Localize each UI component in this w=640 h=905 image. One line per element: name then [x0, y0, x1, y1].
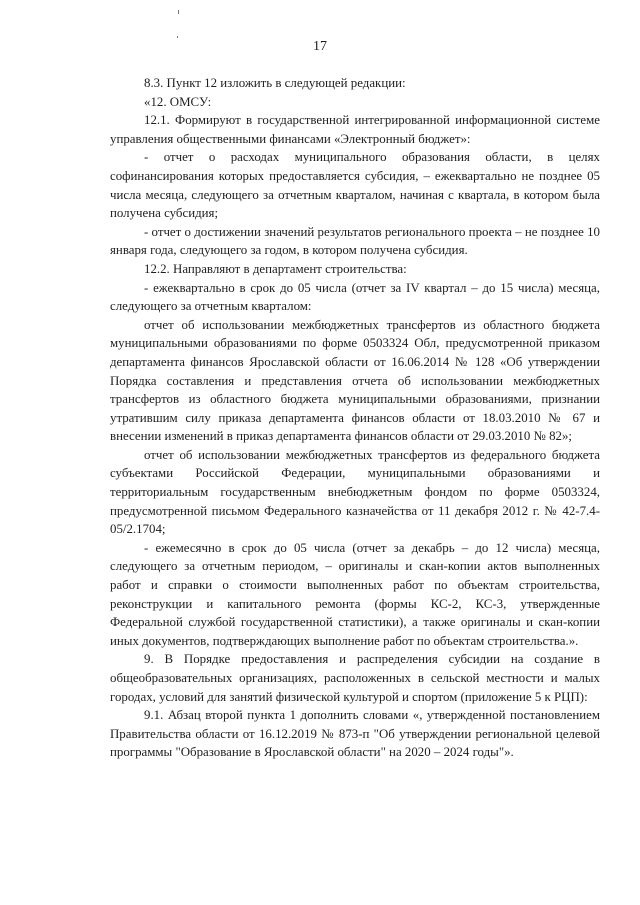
paragraph: отчет об использовании межбюджетных трансфертов из федерального бюджета субъектами Российской Федерации, муниципальными образованиями и территориальным государственным внебюджетным фондом по форме 0503324, предусмотренной письмом Федерального казначейства от 11 декабря 2012 г. № 42-7.4-05/2.1704; [110, 447, 600, 537]
paragraph: - ежеквартально в срок до 05 числа (отчет за IV квартал – до 15 числа) месяца, следующего за отчетным кварталом: [110, 280, 600, 314]
paragraph: - отчет о достижении значений результатов регионального проекта – не позднее 10 января года, следующего за годом, в котором получена субсидия. [110, 224, 600, 258]
paragraph: - ежемесячно в срок до 05 числа (отчет за декабрь – до 12 числа) месяца, следующего за отчетным периодом, – оригиналы и скан-копии актов выполненных работ и справки о стоимости выполненных работ по объектам строительства, реконструкции и капитального ремонта (формы КС-2, КС-3, утвержденные Федеральной службой государственной статистики), а также оригиналы и скан-копии иных документов, подтверждающих выполнение работ по объектам строительства.». [110, 540, 600, 648]
scan-mark [178, 10, 179, 14]
paragraph: отчет об использовании межбюджетных трансфертов из областного бюджета муниципальными образованиями по форме 0503324 Обл, предусмотренной приказом департамента финансов Ярославской области от 16.06.2014 № 128 «Об утверждении Порядка составления и представления отчета об использовании межбюджетных трансфертов из областного бюджета муниципальными образованиями, признании утратившим силу приказа департамента финансов области от 18.03.2010 № 67 и внесении изменений в приказ департамента финансов области от 29.03.2010 № 82»; [110, 317, 600, 444]
paragraph: 9.1. Абзац второй пункта 1 дополнить словами «, утвержденной постановлением Правительства области от 16.12.2019 № 873-п "Об утверждении региональной целевой программы "Образование в Ярославской области" на 2020 – 2024 годы"». [110, 708, 600, 760]
paragraph: - отчет о расходах муниципального образования области, в целях софинансирования которых предоставляется субсидия, – ежеквартально не позднее 05 числа месяца, следующего за отчетным кварталом, начиная с квартала, в котором была получена субсидия; [110, 150, 600, 221]
document-body [110, 74, 600, 762]
paragraph: «12. ОМСУ: [144, 94, 212, 109]
paragraph: 9. В Порядке предоставления и распределения субсидии на создание в общеобразовательных организациях, расположенных в сельской местности и малых городах, условий для занятий физической культурой и спортом (приложение 5 к РЦП): [110, 652, 600, 704]
page-number: 17 [313, 39, 327, 54]
paragraph: 12.1. Формируют в государственной интегрированной информационной системе управления общественными финансами «Электронный бюджет»: [110, 113, 600, 146]
paragraph: 8.3. Пункт 12 изложить в следующей редакции: [144, 76, 406, 90]
paragraph: 12.2. Направляют в департамент строительства: [144, 261, 407, 276]
